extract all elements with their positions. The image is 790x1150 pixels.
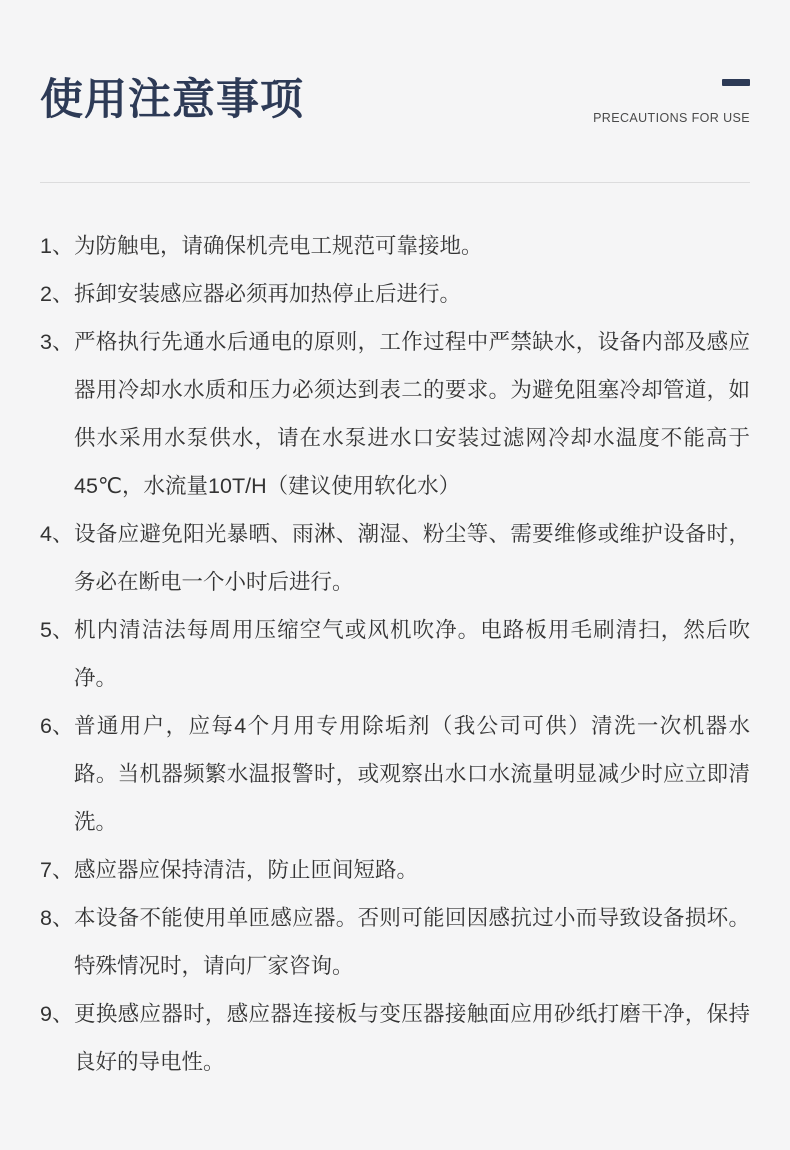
item-number: 4、: [40, 522, 74, 546]
list-item: [40, 606, 750, 702]
item-text: 感应器应保持清洁，防止匝间短路。: [74, 858, 419, 882]
item-number: 3、: [40, 330, 74, 354]
list-item: [40, 318, 750, 510]
item-number: 7、: [40, 858, 74, 882]
item-text: 拆卸安装感应器必须再加热停止后进行。: [74, 282, 462, 306]
item-text: 为防触电，请确保机壳电工规范可靠接地。: [74, 234, 483, 258]
item-number: 5、: [40, 618, 74, 642]
item-text: 更换感应器时，感应器连接板与变压器接触面应用砂纸打磨干净，保持良好的导电性。: [74, 1002, 750, 1074]
item-text: 严格执行先通水后通电的原则，工作过程中严禁缺水，设备内部及感应器用冷却水水质和压力必须达到表二的要求。为避免阻塞冷却管道，如供水采用水泵供水，请在水泵进水口安装过滤网冷却水温度不能高于45℃，水流量10T/H（建议使用软化水）: [74, 330, 750, 498]
header-divider: [40, 182, 750, 183]
item-number: 9、: [40, 1002, 74, 1026]
accent-dash: [722, 79, 750, 86]
page-subtitle-en: PRECAUTIONS FOR USE: [593, 111, 750, 125]
list-item: [40, 270, 750, 318]
item-number: 8、: [40, 906, 74, 930]
item-text: 设备应避免阳光暴晒、雨淋、潮湿、粉尘等、需要维修或维护设备时，务必在断电一个小时后进行。: [74, 522, 750, 594]
list-item: [40, 846, 750, 894]
list-item: [40, 510, 750, 606]
item-text: 本设备不能使用单匝感应器。否则可能回因感抗过小而导致设备损坏。特殊情况时，请向厂家咨询。: [74, 906, 750, 978]
list-item: [40, 222, 750, 270]
item-number: 1、: [40, 234, 74, 258]
item-number: 2、: [40, 282, 74, 306]
precautions-list: [40, 222, 750, 1086]
list-item: [40, 894, 750, 990]
list-item: [40, 990, 750, 1086]
page-title: 使用注意事项: [40, 76, 304, 124]
item-number: 6、: [40, 714, 74, 738]
item-text: 机内清洁法每周用压缩空气或风机吹净。电路板用毛刷清扫，然后吹净。: [74, 618, 750, 690]
header-right: [593, 76, 750, 125]
page-header: [40, 0, 750, 125]
list-item: [40, 702, 750, 846]
item-text: 普通用户，应每4个月用专用除垢剂（我公司可供）清洗一次机器水路。当机器频繁水温报警时，或观察出水口水流量明显减少时应立即清洗。: [74, 714, 750, 834]
